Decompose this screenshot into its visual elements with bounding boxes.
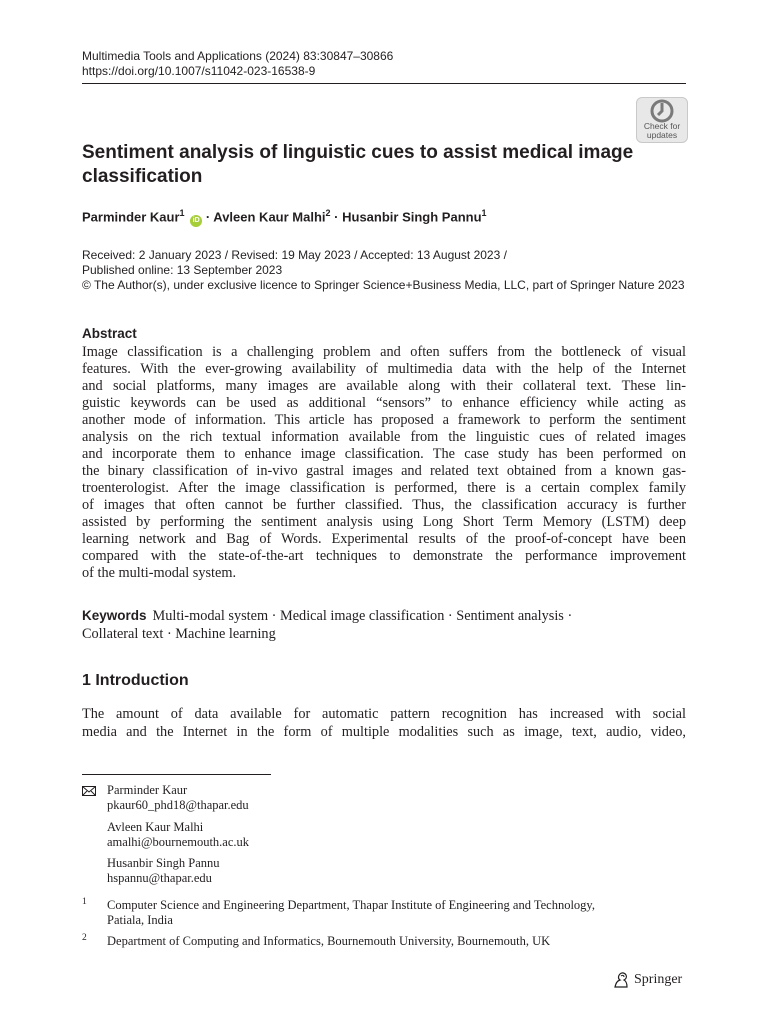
correspondent-email[interactable]: pkaur60_phd18@thapar.edu xyxy=(107,798,249,812)
abstract-heading: Abstract xyxy=(82,326,137,341)
springer-horse-icon xyxy=(612,971,630,989)
correspondence-entry xyxy=(107,783,249,813)
affiliation-number: 1 xyxy=(82,897,87,907)
doi-link[interactable]: https://doi.org/10.1007/s11042-023-16538-9 xyxy=(82,64,316,78)
affiliation-number: 2 xyxy=(82,933,87,943)
abstract-line: analysis on the rich textual information available from the linguistic cues of related images xyxy=(82,429,686,445)
author-affiliation-marker: 1 xyxy=(481,208,487,218)
introduction-line: media and the Internet in the form of multiple modalities such as image, text, audio, video, xyxy=(82,724,686,740)
paper-title: Sentiment analysis of linguistic cues to assist medical image classification xyxy=(82,142,634,187)
abstract-line: and incorporate them to enhance image classification. The case study has been performed on xyxy=(82,446,686,462)
keywords-line: Multi-modal system · Medical image classification · Sentiment analysis · xyxy=(152,608,573,624)
received-revised-accepted: Received: 2 January 2023 / Revised: 19 May 2023 / Accepted: 13 August 2023 / xyxy=(82,248,507,262)
publisher-name: Springer xyxy=(634,972,683,987)
keywords-label: Keywords xyxy=(82,608,147,623)
author-name: Avleen Kaur Malhi xyxy=(213,209,326,225)
introduction-body xyxy=(82,705,686,741)
correspondent-email[interactable]: hspannu@thapar.edu xyxy=(107,871,212,885)
journal-citation: Multimedia Tools and Applications (2024) 83:30847–30866 xyxy=(82,49,394,63)
orcid-icon[interactable]: iD xyxy=(190,215,202,227)
correspondent-email[interactable]: amalhi@bournemouth.ac.uk xyxy=(107,835,250,849)
abstract-line: troenterologist. After the image classification is performed, there is a certain complex family xyxy=(82,480,686,496)
copyright-notice: © The Author(s), under exclusive licence to Springer Science+Business Media, LLC, part of Springer Nature 2023 xyxy=(82,278,685,292)
publication-history xyxy=(82,248,685,293)
abstract-line: of images that often cannot be further classified. Thus, the classification accuracy is further xyxy=(82,497,686,513)
abstract-line: compared with the state-of-the-art techniques to demonstrate the performance improvement xyxy=(82,548,686,564)
check-for-updates-badge[interactable] xyxy=(636,97,688,143)
correspondent-name: Parminder Kaur xyxy=(107,783,188,797)
author-affiliation-marker: 1 xyxy=(179,208,185,218)
affiliation-line: Department of Computing and Informatics, Bournemouth University, Bournemouth, UK xyxy=(107,934,551,948)
abstract-line: another mode of information. This article has proposed a framework to perform the sentiment xyxy=(82,412,686,428)
check-for-updates-line2: updates xyxy=(646,130,678,140)
author-separator: · xyxy=(334,209,339,225)
abstract-line: of the multi-modal system. xyxy=(82,565,237,581)
author-affiliation-marker: 2 xyxy=(325,208,331,218)
author-name: Parminder Kaur xyxy=(82,209,180,225)
section-heading-introduction: 1 Introduction xyxy=(82,672,189,689)
correspondence-entry xyxy=(107,820,249,850)
affiliation-line: Patiala, India xyxy=(107,913,173,927)
abstract-line: assisted by performing the sentiment analysis using Long Short Term Memory (LSTM) deep xyxy=(82,514,686,530)
envelope-icon xyxy=(82,786,96,796)
abstract-line: features. With the ever-growing availability of multimedia data with the help of the Internet xyxy=(82,361,686,377)
keywords-line: Collateral text · Machine learning xyxy=(82,626,276,642)
check-for-updates-icon xyxy=(649,99,675,123)
abstract-line: and social platforms, many images are available along with their collateral text. These lin- xyxy=(82,378,686,394)
correspondence-entry xyxy=(107,856,220,886)
abstract-line: learning network and Bag of Words. Experimental results of the proof-of-concept have been xyxy=(82,531,686,547)
abstract-line: the binary classification of in-vivo gastral images and related text obtained from a known gas- xyxy=(82,463,686,479)
correspondent-name: Avleen Kaur Malhi xyxy=(107,820,204,834)
footnote-rule xyxy=(82,774,271,775)
abstract-line: Image classification is a challenging problem and often suffers from the bottleneck of visual xyxy=(82,344,686,360)
author-list xyxy=(82,208,487,227)
introduction-line: The amount of data available for automatic pattern recognition has increased with social xyxy=(82,706,686,722)
check-for-updates-line1: Check for xyxy=(643,121,681,131)
abstract-line: guistic keywords can be used as additional “sensors” to enhance efficiency while acting as xyxy=(82,395,686,411)
abstract-body xyxy=(82,344,686,582)
journal-header xyxy=(82,49,393,79)
header-rule xyxy=(82,83,686,84)
published-online: Published online: 13 September 2023 xyxy=(82,263,283,277)
correspondent-name: Husanbir Singh Pannu xyxy=(107,856,220,870)
author-name: Husanbir Singh Pannu xyxy=(342,209,482,225)
author-separator: · xyxy=(205,209,211,225)
affiliation-line: Computer Science and Engineering Department, Thapar Institute of Engineering and Technology, xyxy=(107,898,595,912)
keywords-block xyxy=(82,607,686,643)
